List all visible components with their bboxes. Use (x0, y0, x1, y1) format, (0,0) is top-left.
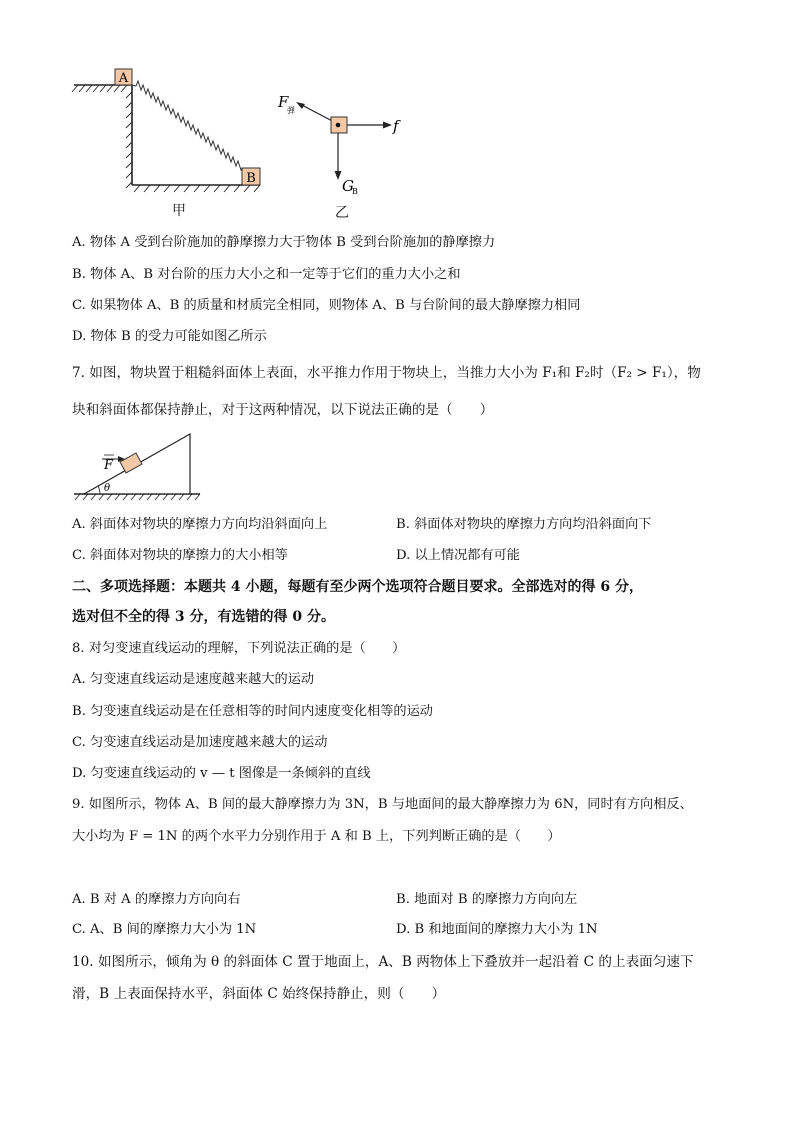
block-b-label: B (246, 171, 256, 186)
q6-option-b: B. 物体 A、B 对台阶的压力大小之和一定等于它们的重力大小之和 (72, 267, 461, 282)
force-F-label: F (104, 458, 114, 473)
q8-option-d: D. 匀变速直线运动的 v — t 图像是一条倾斜的直线 (72, 766, 371, 781)
q9-stem-line2: 大小均为 F = 1N 的两个水平力分别作用于 A 和 B 上，下列判断正确的是（ ） (72, 829, 561, 844)
figure-jia-label: 甲 (172, 203, 186, 219)
q9-option-c: C. A、B 间的摩擦力大小为 1N (72, 922, 257, 937)
q10-stem-line2: 滑，B 上表面保持水平，斜面体 C 始终保持静止，则（ ） (72, 986, 446, 1002)
q7-stem-line2: 块和斜面体都保持静止，对于这两种情况，以下说法正确的是（ ） (72, 402, 494, 418)
q7-option-b: B. 斜面体对物块的摩擦力方向均沿斜面向下 (396, 517, 652, 532)
section2-heading-line1: 二、多项选择题：本题共 4 小题，每题有至少两个选项符合题目要求。全部选对的得 6 分， (72, 579, 643, 595)
force-spring-label: F (278, 93, 289, 111)
q7-option-c: C. 斜面体对物块的摩擦力的大小相等 (72, 548, 288, 563)
section2-heading-line2: 选对但不全的得 3 分，有选错的得 0 分。 (72, 609, 335, 625)
q6-option-c: C. 如果物体 A、B 的质量和材质完全相同，则物体 A、B 与台阶间的最大静摩擦力相同 (72, 298, 581, 313)
q6-option-a: A. 物体 A 受到台阶施加的静摩擦力大于物体 B 受到台阶施加的静摩擦力 (72, 235, 496, 250)
force-g-sub: B (352, 187, 358, 195)
q7-option-d: D. 以上情况都有可能 (396, 548, 520, 563)
figure-jia (70, 62, 270, 197)
q9-option-d: D. B 和地面间的摩擦力大小为 1N (396, 922, 598, 937)
q8-option-a: A. 匀变速直线运动是速度越来越大的运动 (72, 672, 315, 687)
q9-option-b: B. 地面对 B 的摩擦力方向向左 (396, 892, 578, 907)
figure-yi (270, 85, 420, 195)
q9-stem-line1: 9. 如图所示，物体 A、B 间的最大静摩擦力为 3N，B 与地面间的最大静摩擦力为 6N，同时有方向相反、 (72, 797, 693, 812)
q7-option-a: A. 斜面体对物块的摩擦力方向均沿斜面向上 (72, 517, 328, 532)
angle-theta: θ (104, 483, 111, 494)
figure-yi-label: 乙 (335, 205, 349, 221)
force-f-label: f (393, 117, 399, 135)
spring (132, 81, 242, 170)
force-spring-sub: 弹 (287, 106, 295, 115)
q7-stem-line1: 7. 如图，物块置于粗糙斜面体上表面，水平推力作用于物块上，当推力大小为 F₁和 F₂时（F₂ > F₁），物 (72, 365, 701, 381)
q8-option-c: C. 匀变速直线运动是加速度越来越大的运动 (72, 735, 328, 750)
block-a-label: A (118, 71, 129, 86)
q10-stem-line1: 10. 如图所示，倾角为 θ 的斜面体 C 置于地面上，A、B 两物体上下叠放并一起沿着 C 的上表面匀速下 (72, 954, 694, 970)
q9-option-a: A. B 对 A 的摩擦力方向向右 (72, 892, 241, 907)
q8-option-b: B. 匀变速直线运动是在任意相等的时间内速度变化相等的运动 (72, 704, 433, 719)
force-g-label: G (342, 177, 354, 195)
q8-stem: 8. 对匀变速直线运动的理解，下列说法正确的是（ ） (72, 641, 406, 656)
q6-option-d: D. 物体 B 的受力可能如图乙所示 (72, 329, 267, 344)
figure-q7-incline (70, 428, 210, 506)
